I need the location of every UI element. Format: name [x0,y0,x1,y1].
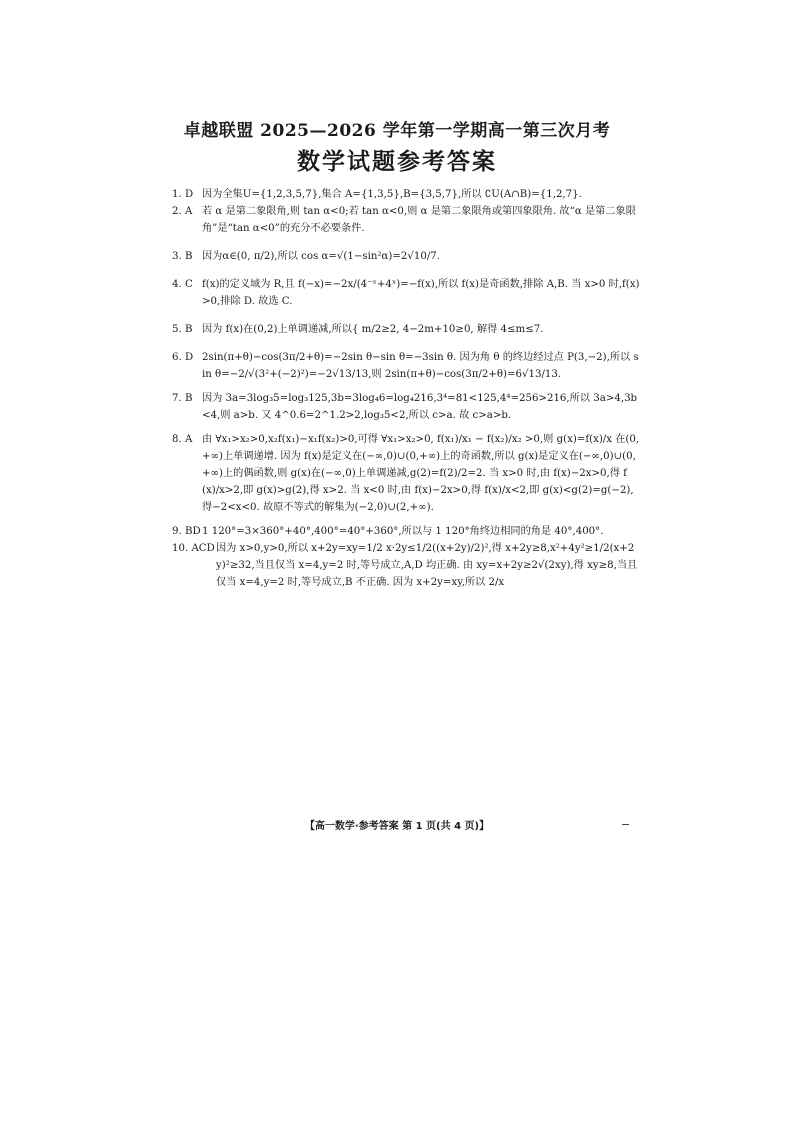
answer-label: 2. A [172,206,193,217]
answer-text: 因为 3a=3log₃5=log₃125,3b=3log₄6=log₄216,3⁴=81<125,4⁴=256>216,所以 3a>4,3b<4,则 a>b. 又 4^0.6=2^1.2>2,log₃5<2,所以 c>a. 故 c>a>b. [202,393,638,421]
answer-text: 因为全集U={1,2,3,5,7},集合 A={1,3,5},B={3,5,7},所以 ∁U(A∩B)={1,2,7}. [202,189,582,200]
answer-list [172,186,640,591]
answer-text: 1 120°=3×360°+40°,400°=40°+360°,所以与 1 120°角终边相同的角是 40°,400°. [202,526,604,537]
answer-text: 由 ∀x₁>x₂>0,x₂f(x₁)−x₁f(x₂)>0,可得 ∀x₁>x₂>0, f(x₁)/x₁ − f(x₂)/x₂ >0,则 g(x)=f(x)/x 在(0,+∞)上单调递增. 因为 f(x)是定义在(−∞,0)∪(0,+∞)上的奇函数,所以 g(x)是定义在(−∞,0)∪(0,+∞)上的偶函数,则 g(x)在(−∞,0)上单调递减,g(2)=f(2)/2=2. 当 x>0 时,由 f(x)−2x>0,得 f(x)/x>2,即 g(x)>g(2),得 x>2. 当 x<0 时,由 f(x)−2x>0,得 f(x)/x<2,即 g(x)<g(2)=g(−2),得−2<x<0. 故原不等式的解集为(−2,0)∪(2,+∞). [202,434,640,513]
answer-text: 因为α∈(0, π/2),所以 cos α=√(1−sin²α)=2√10/7. [202,251,440,262]
answer-item-7 [172,390,640,424]
answer-item-8 [172,431,640,516]
corner-mark [622,824,629,825]
answer-item-9 [172,523,640,540]
answer-label: 6. D [172,352,194,363]
answer-item-1 [172,186,640,203]
answer-text: f(x)的定义域为 R,且 f(−x)=−2x/(4⁻ˣ+4ˣ)=−f(x),所以 f(x)是奇函数,排除 A,B. 当 x>0 时,f(x)>0,排除 D. 故选 C. [202,279,640,307]
answer-item-4 [172,276,640,310]
answer-label: 4. C [172,279,193,290]
answer-label: 10. ACD [172,543,215,554]
answer-item-5 [172,321,640,338]
answer-label: 5. B [172,324,193,335]
answer-text: 2sin(π+θ)−cos(3π/2+θ)=−2sin θ−sin θ=−3sin θ. 因为角 θ 的终边经过点 P(3,−2),所以 sin θ=−2/√(3²+(−2)²)=−2√13/13,则 2sin(π+θ)−cos(3π/2+θ)=6√13/13. [202,352,639,380]
answer-text: 因为 f(x)在(0,2)上单调递减,所以{ m/2≥2, 4−2m+10≥0, 解得 4≤m≤7. [202,324,544,335]
document-subtitle: 数学试题参考答案 [297,148,497,175]
answer-label: 7. B [172,393,193,404]
page-footer: 【高一数学·参考答案 第 1 页(共 4 页)】 [304,821,490,832]
answer-item-10 [172,540,640,591]
answer-label: 8. A [172,434,193,445]
answer-label: 1. D [172,189,194,200]
answer-item-2 [172,203,640,237]
exam-title: 卓越联盟 2025—2026 学年第一学期高一第三次月考 [183,121,611,141]
answer-label: 9. BD [172,526,201,537]
answer-text: 若 α 是第二象限角,则 tan α<0;若 tan α<0,则 α 是第二象限角或第四象限角. 故“α 是第二象限角”是“tan α<0”的充分不必要条件. [202,206,636,234]
answer-item-3 [172,248,640,265]
answer-label: 3. B [172,251,193,262]
answer-text: 因为 x>0,y>0,所以 x+2y=xy=1/2 x·2y≤1/2((x+2y)/2)²,得 x+2y≥8,x²+4y²≥1/2(x+2y)²≥32,当且仅当 x=4,y=2 时,等号成立,A,D 均正确. 由 xy=x+2y≥2√(2xy),得 xy≥8,当且仅当 x=4,y=2 时,等号成立,B 不正确. 因为 x+2y=xy,所以 2/x [216,543,638,588]
answer-item-6 [172,349,640,383]
